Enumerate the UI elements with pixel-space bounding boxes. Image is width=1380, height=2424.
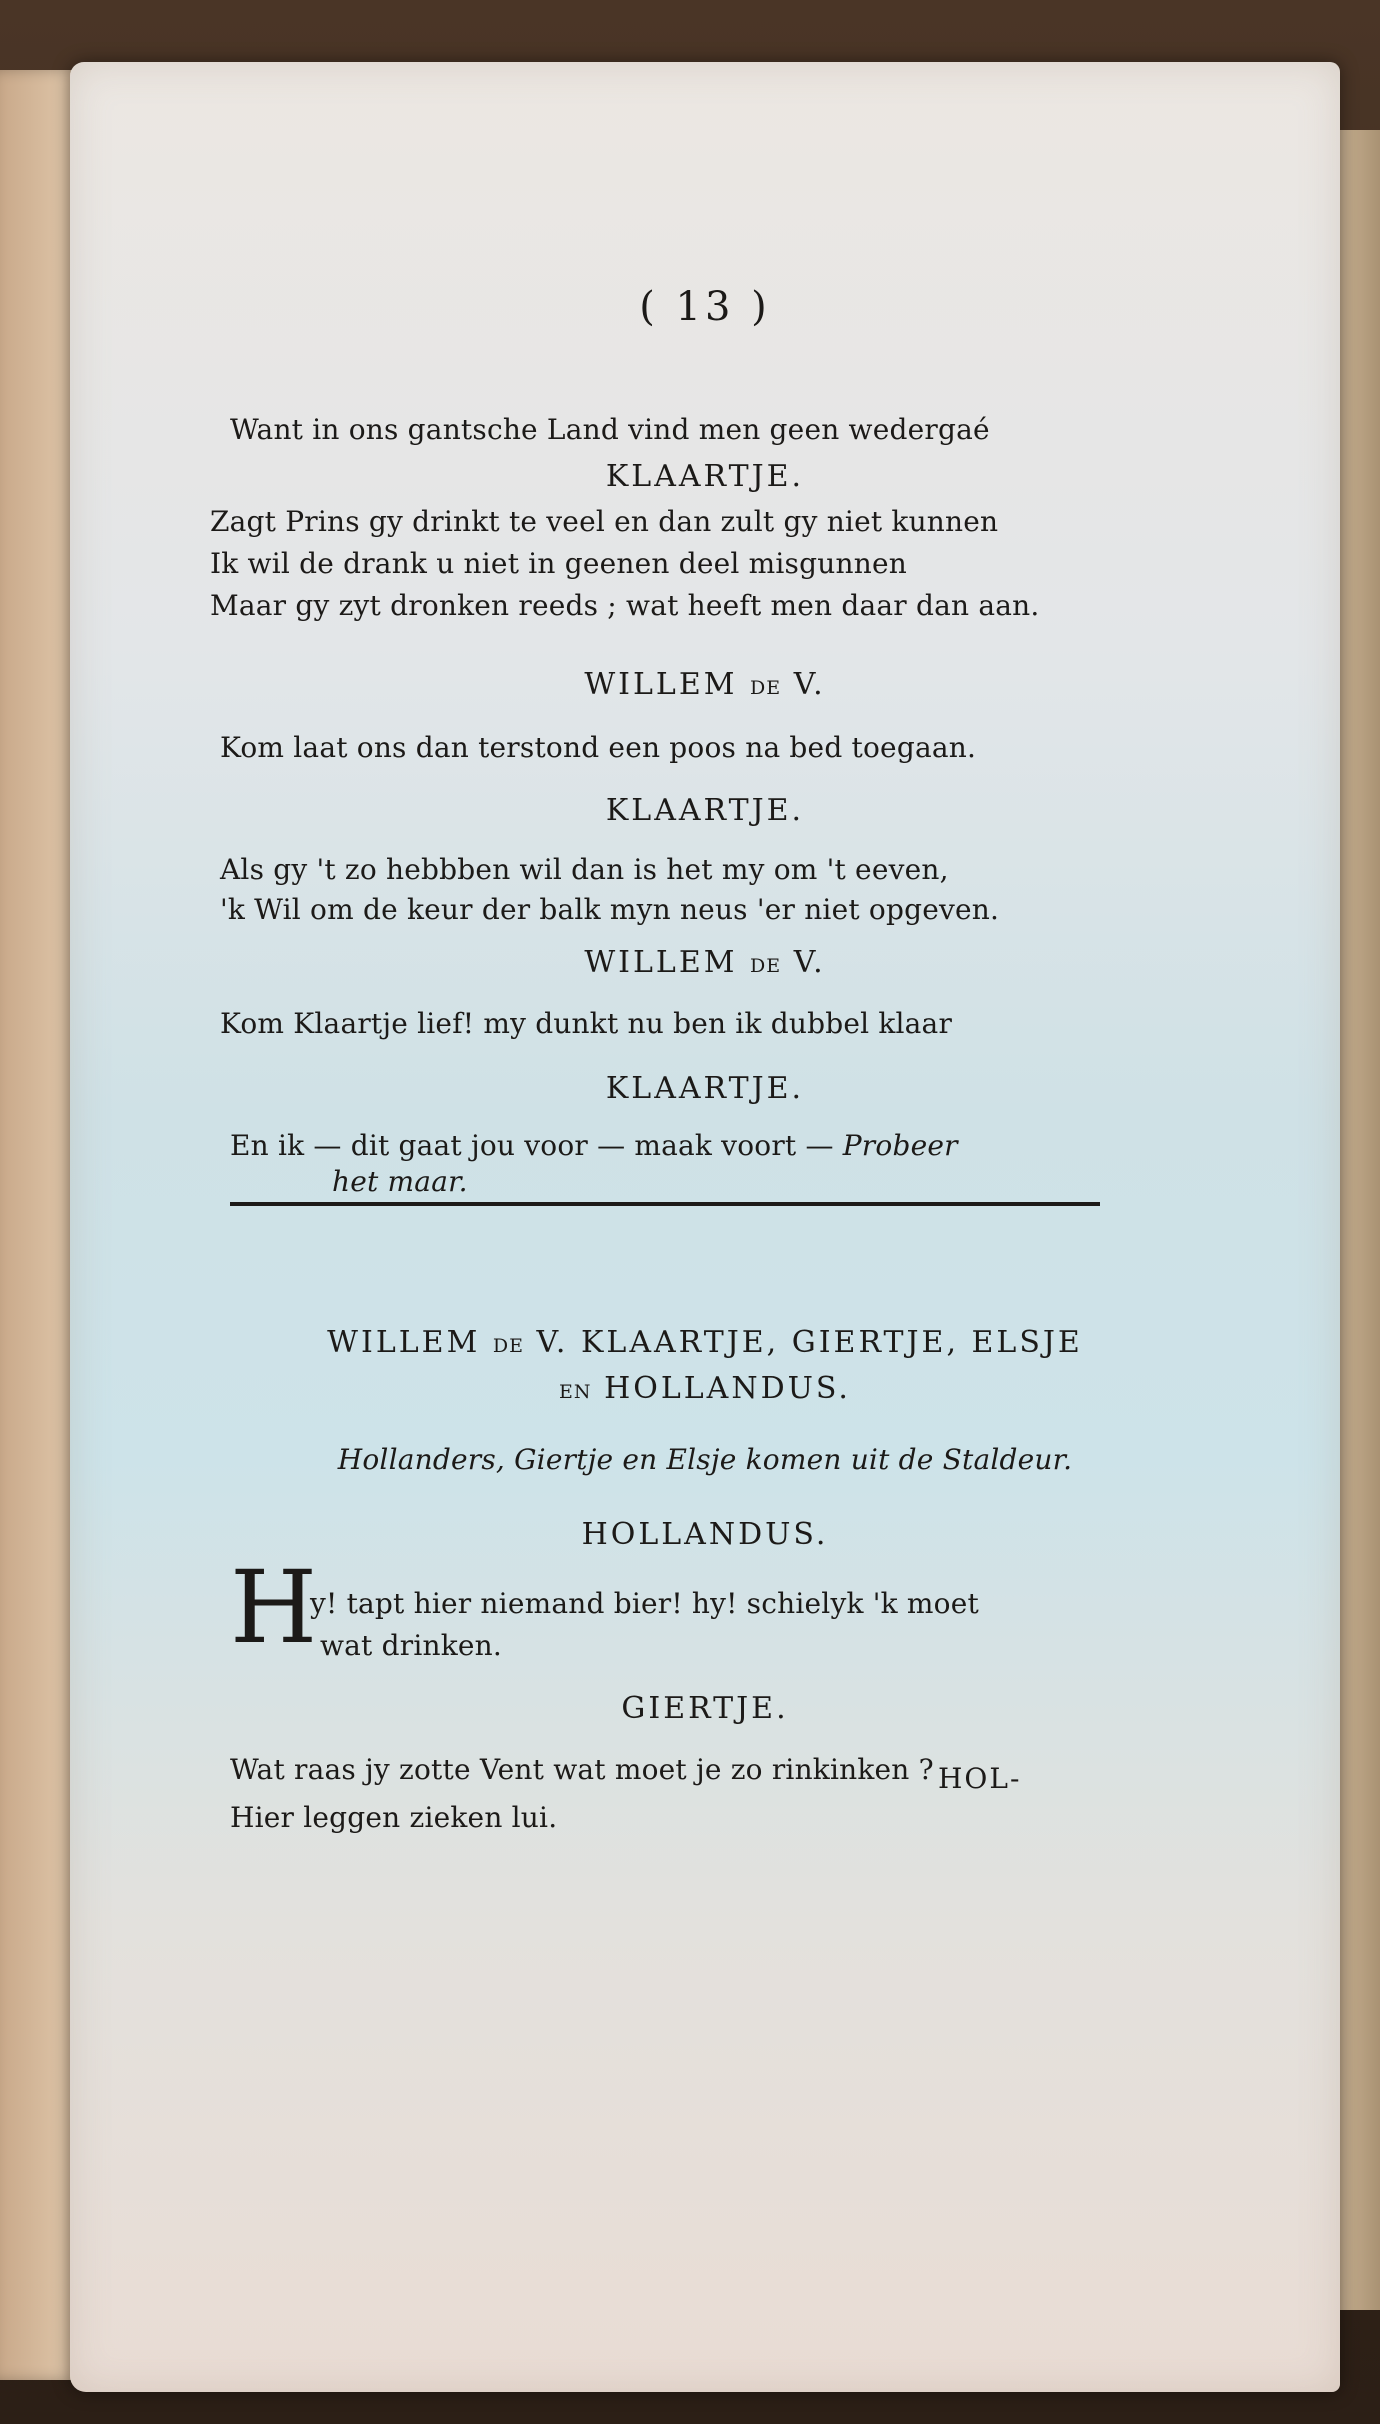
verse-line: Zagt Prins gy drinkt te veel en dan zult gy niet kunnen (210, 505, 999, 538)
cast-name: HOLLANDUS. (604, 1371, 851, 1406)
stage-direction: Hollanders, Giertje en Elsje komen uit de Staldeur. (337, 1443, 1073, 1476)
catchword: HOL- (938, 1762, 1022, 1795)
verse-line: Als gy 't zo hebbben wil dan is het my om 't eeven, (220, 853, 949, 886)
cast-name: WILLEM (327, 1325, 481, 1360)
speaker-name: KLAARTJE. (605, 793, 805, 828)
verse-line: Wat raas jy zotte Vent wat moet je zo rinkinken ? (230, 1753, 934, 1786)
verse-line: wat drinken. (320, 1629, 502, 1662)
cast-list (70, 1370, 1340, 1411)
speaker-first: WILLEM (584, 945, 738, 980)
speaker-particle: DE (750, 955, 782, 977)
drop-cap: H (230, 1549, 318, 1666)
speaker-name: HOLLANDUS. (581, 1517, 829, 1552)
verse-line: Want in ons gantsche Land vind men geen wedergaé (230, 413, 990, 446)
speaker-last: V. (793, 945, 826, 980)
verse-line: Maar gy zyt dronken reeds ; wat heeft men daar dan aan. (210, 589, 1040, 622)
verse-line: Ik wil de drank u niet in geenen deel misgunnen (210, 547, 907, 580)
book-page (70, 62, 1340, 2392)
verse-line: het maar. (332, 1165, 468, 1198)
speaker-name: GIERTJE. (621, 1691, 789, 1726)
cast-particle: DE (492, 1335, 524, 1357)
verse-line: y! tapt hier niemand bier! hy! schielyk 'k moet (310, 1587, 979, 1620)
cast-names: V. KLAARTJE, GIERTJE, ELSJE (536, 1325, 1083, 1360)
verse-line (230, 1128, 958, 1164)
cast-particle: EN (559, 1381, 592, 1403)
verse-text: En ik — dit gaat jou voor — maak voort — (230, 1129, 834, 1162)
page-number: ( 13 ) (639, 284, 771, 330)
verse-text-italic: Probeer (842, 1129, 958, 1162)
verse-line: Kom Klaartje lief! my dunkt nu ben ik dubbel klaar (220, 1007, 953, 1040)
speaker-last: V. (793, 667, 826, 702)
speaker-name (70, 666, 1340, 707)
speaker-name (70, 944, 1340, 985)
verse-line: 'k Wil om de keur der balk myn neus 'er niet opgeven. (220, 893, 1000, 926)
verse-line: Kom laat ons dan terstond een poos na bed toegaan. (220, 731, 977, 764)
cast-list (70, 1324, 1340, 1365)
speaker-name: KLAARTJE. (605, 459, 805, 494)
verse-line: Hier leggen zieken lui. (230, 1801, 558, 1834)
speaker-name: KLAARTJE. (605, 1071, 805, 1106)
speaker-particle: DE (750, 677, 782, 699)
section-divider (230, 1202, 1100, 1206)
speaker-first: WILLEM (584, 667, 738, 702)
